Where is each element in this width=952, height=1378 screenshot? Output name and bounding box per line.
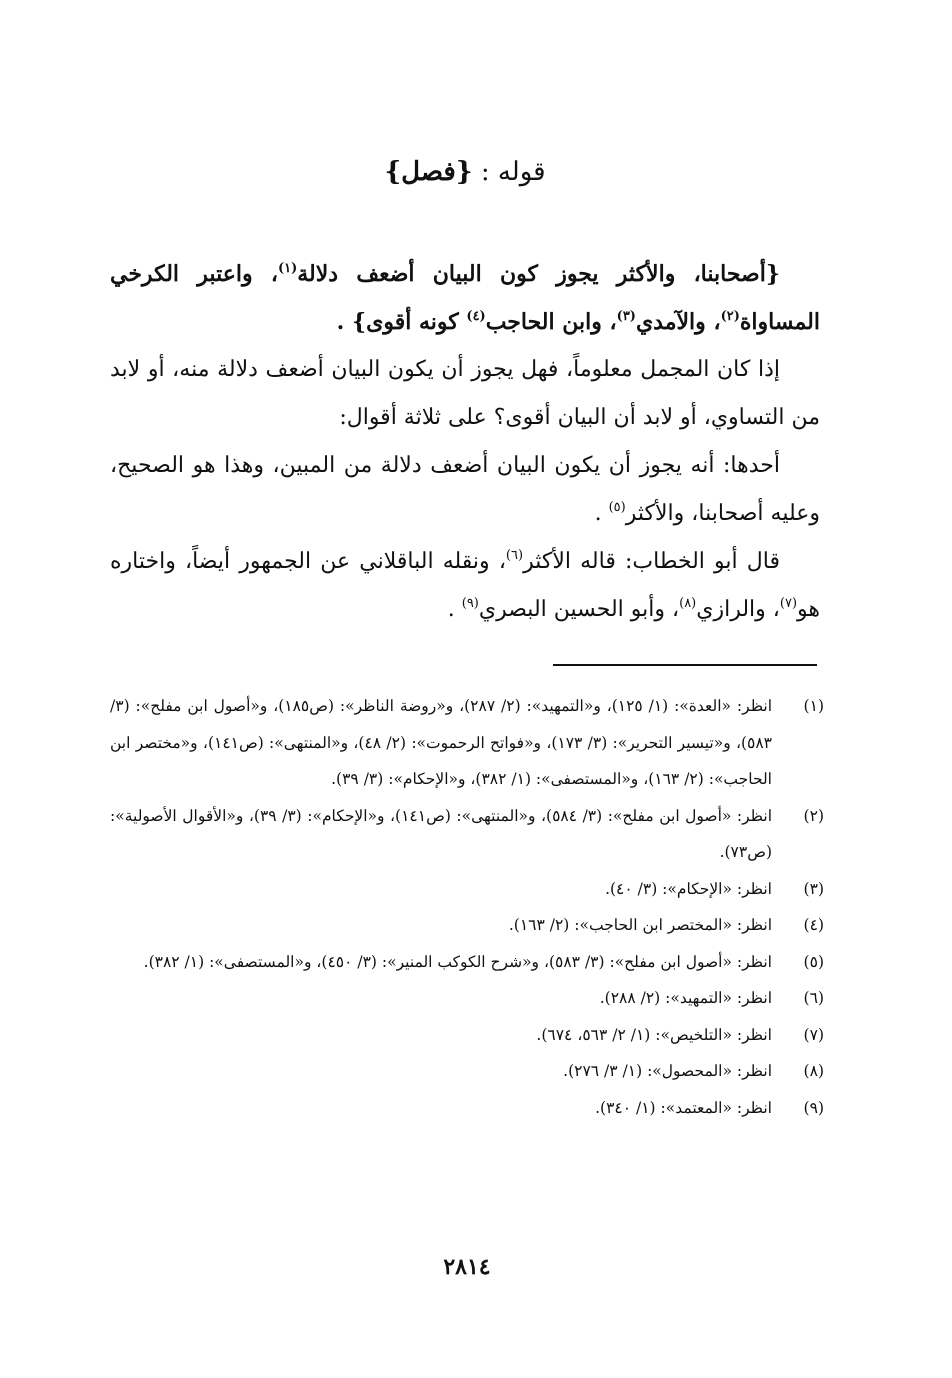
footnote-3 <box>110 871 824 908</box>
matn-part1: {أصحابنا، والأكثر يجوز كون البيان أضعف دلالة <box>297 261 780 287</box>
footnote-divider <box>553 664 817 666</box>
paragraph-2 <box>110 442 820 538</box>
footnote-ref-3[interactable]: (٣) <box>616 309 636 324</box>
paragraph-3-part3: ، والرازي <box>696 597 780 622</box>
matn-part3: ، والآمدي <box>635 309 721 335</box>
footnote-ref-8[interactable]: (٨) <box>679 596 697 611</box>
footnote-2 <box>110 798 824 871</box>
footnote-text: انظر: «الإحكام»: (٣/ ٤٠). <box>605 879 772 898</box>
footnote-number: (٤) <box>803 916 824 934</box>
paragraph-2-text: أحدها: أنه يجوز أن يكون البيان أضعف دلالة من المبين، وهذا هو الصحيح، وعليه أصحابنا، والأكثر <box>110 453 820 526</box>
footnote-text: انظر: «المختصر ابن الحاجب»: (٢/ ١٦٣). <box>508 916 772 934</box>
footnote-text: انظر: «أصول ابن مفلح»: (٣/ ٥٨٣)، و«شرح الكوكب المنير»: (٣/ ٤٥٠)، و«المستصفى»: (١/ ٣٨٢). <box>143 952 772 971</box>
footnote-9 <box>110 1090 824 1127</box>
footnote-number: (٣) <box>803 879 824 898</box>
footnote-text: انظر: «التمهيد»: (٢/ ٢٨٨). <box>599 989 772 1007</box>
footnote-number: (٧) <box>803 1025 824 1044</box>
footnote-ref-6[interactable]: (٦) <box>505 548 524 563</box>
footnote-6 <box>110 980 824 1017</box>
footnote-number: (٩) <box>803 1098 824 1117</box>
footnote-ref-4[interactable]: (٤) <box>466 309 486 324</box>
footnote-8 <box>110 1053 824 1090</box>
footnote-7 <box>110 1017 824 1054</box>
footnote-4 <box>110 907 824 944</box>
footnote-ref-9[interactable]: (٩) <box>461 596 479 611</box>
main-text <box>110 250 820 634</box>
paragraph-2-end: . <box>594 501 609 526</box>
paragraph-1: إذا كان المجمل معلوماً، فهل يجوز أن يكون البيان أضعف دلالة منه، أو لابد من التساوي، أو لابد أن البيان أقوى؟ على ثلاثة أقوال: <box>110 357 820 430</box>
footnotes <box>110 688 824 1126</box>
footnote-number: (٥) <box>803 952 824 971</box>
footnote-text: انظر: «العدة»: (١/ ١٢٥)، و«التمهيد»: (٢/ ٢٨٧)، و«روضة الناظر»: (ص١٨٥)، و«أصول ابن مفلح»: (٣/ ٥٨٣)، و«تيسير التحرير»: (٣/ ١٧٣)، و«فواتح الرحموت»: (٢/ ٤٨)، و«المنتهى»: (ص١٤١)، و«مختصر ابن الحاجب»: (٢/ ١٦٣)، و«المستصفى»: (١/ ٣٨٢)، و«الإحكام»: (٣/ ٣٩). <box>110 697 773 788</box>
footnote-ref-7[interactable]: (٧) <box>779 596 798 611</box>
footnote-number: (١) <box>803 697 824 715</box>
paragraph-3-part1: قال أبو الخطاب: قاله الأكثر <box>523 549 780 574</box>
footnote-5 <box>110 944 824 981</box>
matn-part4: ، وابن الحاجب <box>485 309 617 335</box>
matn-part2: ، واعتبر الكرخي المساواة <box>110 261 820 335</box>
footnote-text: انظر: «أصول ابن مفلح»: (٣/ ٥٨٤)، و«المنتهى»: (ص١٤١)، و«الإحكام»: (٣/ ٣٩)، و«الأقوال الأصولية»: (ص٧٣). <box>110 806 772 861</box>
heading-quote: {فصل} <box>384 157 473 187</box>
paragraph-3-part2: ، ونقله الباقلاني عن الجمهور أيضاً، واختاره هو <box>110 549 820 622</box>
footnote-ref-5[interactable]: (٥) <box>608 500 626 515</box>
matn-part5: كونه أقوى} . <box>336 309 467 335</box>
section-heading <box>110 152 820 192</box>
footnote-number: (٢) <box>803 806 824 825</box>
footnote-text: انظر: «التلخيص»: (١/ ٢/ ٥٦٣، ٦٧٤). <box>536 1025 772 1044</box>
paragraph-3-end: . <box>447 597 462 622</box>
page-number: ٢٨١٤ <box>443 1254 491 1280</box>
footnote-text: انظر: «المحصول»: (١/ ٣/ ٢٧٦). <box>563 1062 772 1080</box>
matn-paragraph <box>110 250 820 346</box>
footnote-text: انظر: «المعتمد»: (١/ ٣٤٠). <box>595 1098 772 1117</box>
footnote-ref-1[interactable]: (١) <box>277 261 298 276</box>
paragraph-3 <box>110 538 820 634</box>
heading-label: قوله : <box>480 157 546 187</box>
footnote-ref-2[interactable]: (٢) <box>720 309 740 324</box>
footnote-number: (٨) <box>803 1062 824 1080</box>
footnote-1 <box>110 688 824 798</box>
footnote-number: (٦) <box>803 989 824 1007</box>
paragraph-3-part4: ، وأبو الحسين البصري <box>478 597 680 622</box>
